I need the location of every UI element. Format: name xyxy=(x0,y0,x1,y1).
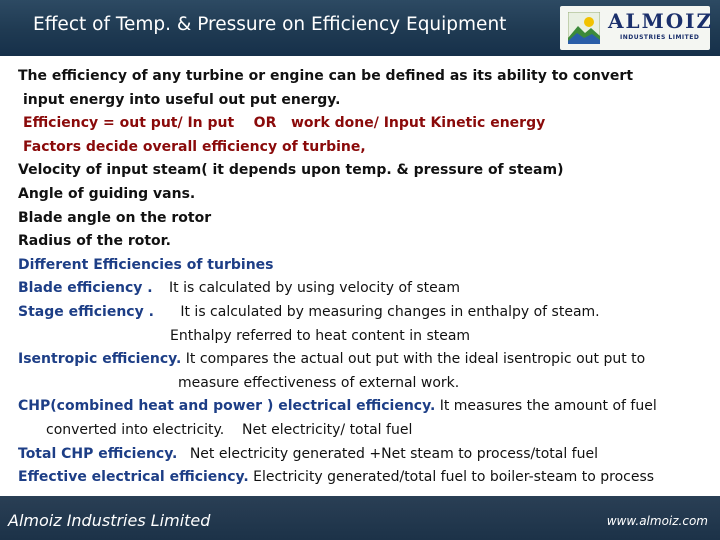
effective-electrical-text: Electricity generated/total fuel to boiler-steam to process xyxy=(253,469,655,486)
factor-steam-velocity: Velocity of input steam( it depends upon temp. & pressure of steam) xyxy=(18,162,564,179)
blade-efficiency-row xyxy=(18,277,708,301)
efficiencies-heading: Different Efficiencies of turbines xyxy=(18,256,274,273)
logo-name: ALMOIZ xyxy=(608,9,714,33)
effective-electrical-row xyxy=(18,466,708,490)
footer-website: www.almoiz.com xyxy=(606,514,708,528)
chp-efficiency-label: CHP(combined heat and power ) electrical efficiency. xyxy=(18,398,436,415)
slide-title: Effect of Temp. & Pressure on Efficiency Equipment xyxy=(33,14,507,35)
slide-footer xyxy=(0,496,720,540)
effective-electrical-label: Effective electrical efficiency. xyxy=(18,469,249,486)
total-chp-text: Net electricity generated +Net steam to process/total fuel xyxy=(189,445,598,462)
blade-efficiency-label: Blade efficiency . xyxy=(18,280,153,297)
chp-efficiency-row xyxy=(18,395,708,419)
total-chp-row xyxy=(18,443,708,467)
blade-efficiency-text: It is calculated by using velocity of steam xyxy=(169,280,461,297)
slide-header xyxy=(0,0,720,56)
stage-efficiency-row xyxy=(18,301,708,325)
body-line-1: The efficiency of any turbine or engine can be defined as its ability to convert xyxy=(18,68,634,84)
stage-efficiency-text: It is calculated by measuring changes in enthalpy of steam. xyxy=(180,303,600,320)
total-chp-label: Total CHP efficiency. xyxy=(18,445,178,462)
isentropic-efficiency-text-2: measure effectiveness of external work. xyxy=(178,374,460,391)
logo-subtitle: INDUSTRIES LIMITED xyxy=(620,34,700,41)
body-line-2: input energy into useful out put energy. xyxy=(23,91,341,108)
isentropic-efficiency-row xyxy=(18,348,708,372)
factor-blade-angle: Blade angle on the rotor xyxy=(18,209,212,226)
chp-efficiency-text-2: converted into electricity. Net electricity/ total fuel xyxy=(46,421,413,438)
factor-guiding-vans: Angle of guiding vans. xyxy=(18,185,196,202)
stage-efficiency-text-2: Enthalpy referred to heat content in steam xyxy=(170,327,471,344)
company-logo xyxy=(560,6,714,50)
logo-mountain-icon xyxy=(568,12,600,44)
efficiency-formula: Efficiency = out put/ In put OR work done/ Input Kinetic energy xyxy=(23,115,546,132)
factor-rotor-radius: Radius of the rotor. xyxy=(18,233,171,250)
isentropic-efficiency-text: It compares the actual out put with the ideal isentropic out put to xyxy=(185,351,646,368)
stage-efficiency-label: Stage efficiency . xyxy=(18,303,154,320)
slide-body xyxy=(18,65,708,490)
chp-efficiency-text: It measures the amount of fuel xyxy=(439,398,657,415)
isentropic-efficiency-label: Isentropic efficiency. xyxy=(18,351,182,368)
footer-company-name: Almoiz Industries Limited xyxy=(8,511,211,530)
factors-heading: Factors decide overall efficiency of turbine, xyxy=(23,138,366,155)
